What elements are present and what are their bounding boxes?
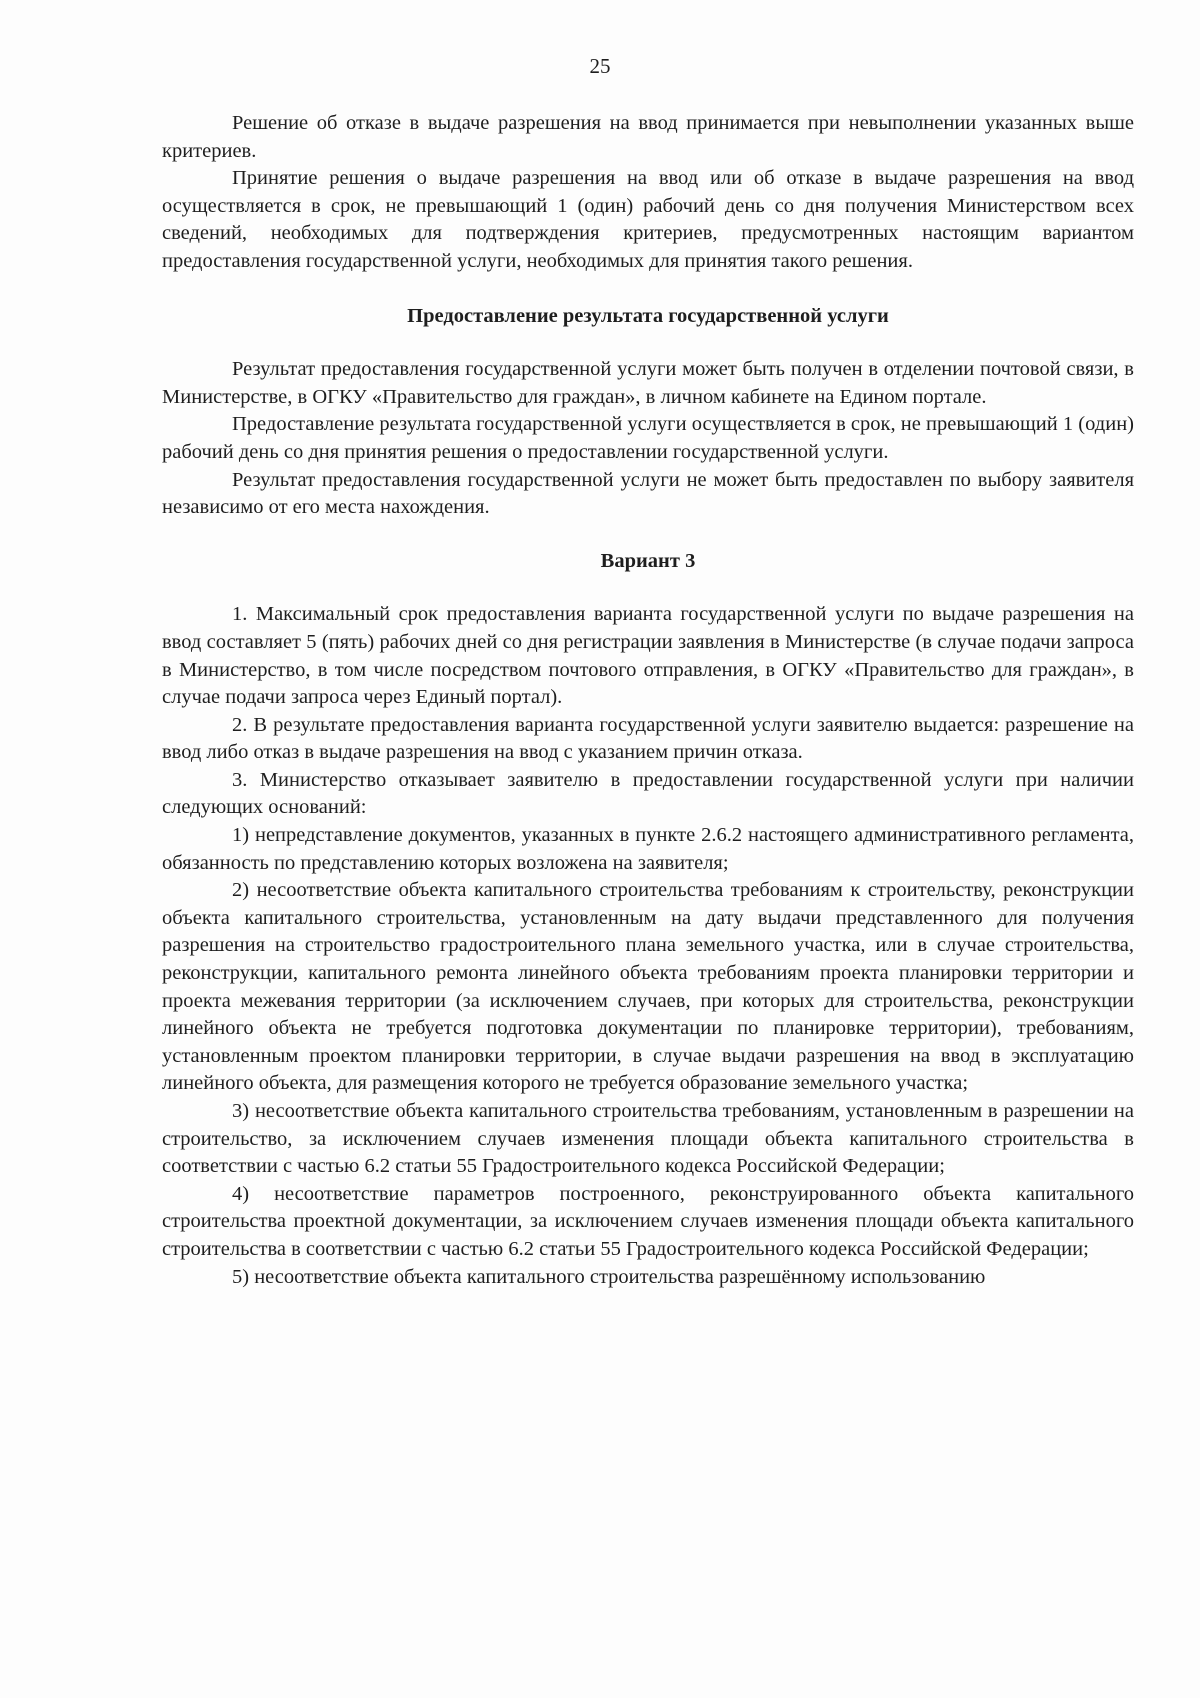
paragraph-result-channels: Результат предоставления государственной услуги может быть получен в отделении почтовой связи, в Министерстве, в ОГКУ «Правительство для граждан», в личном кабинете на Едином портале. (162, 358, 1134, 408)
paragraph-decision-term: Принятие решения о выдаче разрешения на ввод или об отказе в выдаче разрешения на ввод осуществляется в срок, не превышающий 1 (один) рабочий день со дня получения Министерством всех сведений, необходимых для подтверждения критериев, предусмотренных настоящим вариантом предоставления государственной услуги, необходимых для принятия такого решения. (162, 167, 1134, 272)
paragraph-ground-5: 5) несоответствие объекта капитального строительства разрешённому использованию (232, 1265, 986, 1288)
paragraph-ground-4: 4) несоответствие параметров построенного, реконструированного объекта капитального строительства проектной документации, за исключением случаев изменения площади объекта капитального строительства в соответствии с частью 6.2 статьи 55 Градостроительного кодекса Российской Федерации; (162, 1182, 1134, 1260)
page-number: 25 (589, 54, 611, 78)
spacer (162, 575, 1134, 601)
spacer (162, 522, 1134, 548)
paragraph-refusal-decision: Решение об отказе в выдаче разрешения на ввод принимается при невыполнении указанных выше критериев. (162, 112, 1134, 162)
paragraph-ground-3: 3) несоответствие объекта капитального строительства требованиям, установленным в разрешении на строительство, за исключением случаев изменения площади объекта капитального строительства в соответствии с частью 6.2 статьи 55 Градостроительного кодекса Российской Федерации; (162, 1100, 1134, 1178)
paragraph-ground-2: 2) несоответствие объекта капитального строительства требованиям к строительству, реконструкции объекта капитального строительства, установленным на дату выдачи представленного для получения разрешения на строительство градостроительного плана земельного участка, или в случае строительства, реконструкции, капитального ремонта линейного объекта требованиям проекта планировки территории и проекта межевания территории (за исключением случаев, при которых для строительства, реконструкции линейного объекта не требуется подготовка документации по планировке территории), требованиям, установленным проектом планировки территории, в случае выдачи разрешения на ввод в эксплуатацию линейного объекта, для размещения которого не требуется образование земельного участка; (162, 879, 1134, 1095)
paragraph-ground-1: 1) непредставление документов, указанных в пункте 2.6.2 настоящего административного регламента, обязанность по представлению которых возложена на заявителя; (162, 824, 1134, 874)
document-body (162, 110, 1134, 1291)
section-heading-variant-3: Вариант 3 (600, 549, 696, 572)
paragraph-result-term: Предоставление результата государственной услуги осуществляется в срок, не превышающий 1 (один) рабочий день со дня принятия решения о предоставлении государственной услуги. (162, 413, 1134, 463)
paragraph-result-location: Результат предоставления государственной услуги не может быть предоставлен по выбору заявителя независимо от его места нахождения. (162, 468, 1134, 519)
spacer (162, 276, 1134, 303)
paragraph-item-2: 2. В результате предоставления варианта государственной услуги заявителю выдается: разрешение на ввод либо отказ в выдаче разрешения на ввод с указанием причин отказа. (162, 713, 1134, 764)
paragraph-item-1: 1. Максимальный срок предоставления варианта государственной услуги по выдаче разрешения на ввод составляет 5 (пять) рабочих дней со дня регистрации заявления в Министерстве (в случае подачи запроса в Министерство, в том числе посредством почтового отправления, в ОГКУ «Правительство для граждан», в случае подачи запроса через Единый портал). (162, 603, 1134, 709)
section-heading-result: Предоставление результата государственной услуги (407, 304, 889, 327)
spacer (162, 330, 1134, 356)
paragraph-item-3: 3. Министерство отказывает заявителю в предоставлении государственной услуги при наличии следующих оснований: (162, 768, 1134, 819)
